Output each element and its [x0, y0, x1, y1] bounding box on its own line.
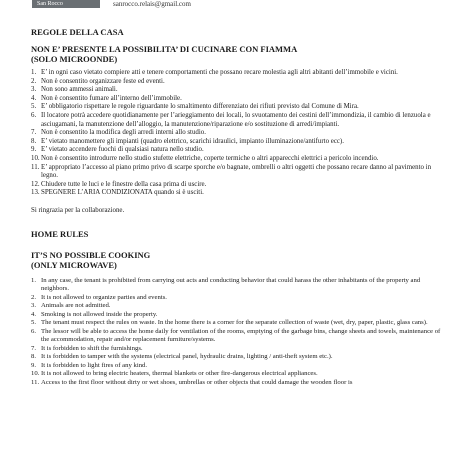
list-item: It is forbidden to light fires of any kind. [41, 361, 148, 369]
document-body [31, 27, 443, 387]
cooking-notice-en-line2: (ONLY MICROWAVE) [31, 259, 117, 270]
list-item: E’ vietato manomettere gli impianti (quadro elettrico, scarichi idraulici, impianto illuminazione/antifurto ecc). [41, 137, 344, 145]
list-item: The tenant must respect the rules on waste. In the home there is a corner for the separate collection of waste (wet, dry, paper, plastic, glass cans). [41, 319, 428, 327]
list-item: Non è consentito introdurre nello studio stufette elettriche, coperte termiche o altri apparecchi elettrici a pericolo incendio. [41, 154, 379, 162]
list-item: Animals are not admitted. [41, 302, 111, 310]
rules-title-en: HOME RULES [31, 228, 89, 239]
list-item: Non sono ammessi animali. [41, 86, 118, 94]
list-item: E’ vietato accendere fuochi di qualsiasi natura nello studio. [41, 146, 204, 154]
list-item: Chiudere tutte le luci e le finestre della casa prima di uscire. [41, 180, 207, 188]
list-item: SPEGNERE L’ARIA CONDIZIONATA quando si è usciti. [41, 189, 204, 197]
list-item: In any case, the tenant is prohibited from carrying out acts and conducting behavior that could harass the other inhabitants of the property and neighbors. [41, 276, 421, 293]
list-item: E’ in ogni caso vietato compiere atti e tenere comportamenti che possano recare molestia agli altri abitanti dell’immobile e vicini. [41, 69, 398, 76]
list-item: It is not allowed to organize parties and events. [41, 293, 167, 301]
list-item: Non è consentito organizzare feste ed eventi. [41, 77, 165, 85]
list-item: Access to the first floor without dirty or wet shoes, umbrellas or other objects that could damage the wooden floor is [41, 378, 353, 386]
cooking-notice-it-line2: (SOLO MICROONDE) [31, 54, 118, 64]
list-item: Il locatore potrà accedere quotidianamente per l’arieggiamento dei locali, lo svuotamento dei cestini dell’immondizia, il cambio di lenzuola e asciugamani, la manutenzione dell’alloggio, la manutenzione/riparazione e/o sostituzione di arredi/impianti. [41, 111, 431, 128]
rules-title-it: REGOLE DELLA CASA [31, 27, 124, 37]
rules-list-en [31, 277, 443, 388]
cooking-notice-it-line1: NON E’ PRESENTE LA POSSIBILITA’ DI CUCINARE CON FIAMMA [31, 44, 298, 54]
list-item: It is not allowed to bring electric heaters, thermal blankets or other fire-dangerous electrical appliances. [41, 370, 318, 378]
list-item: The lessor will be able to access the home daily for ventilation of the rooms, emptying of the garbage bins, change sheets and towels, maintenance of the accommodation, repair and/or replacement furniture/systems. [41, 327, 441, 344]
cooking-notice-en-line1: IT’S NO POSSIBLE COOKING [31, 249, 151, 260]
rules-list-it [31, 69, 443, 198]
brand-badge: San Rocco [32, 0, 100, 8]
list-item: E’ obbligatorio rispettare le regole riguardante lo smaltimento differenziato dei rifiuti previsto dal Comune di Mira. [41, 103, 359, 111]
list-item: It is forbidden to shift the furnishings. [41, 344, 143, 352]
contact-email[interactable]: sanrocco.relais@gmail.com [113, 0, 191, 8]
list-item: Non è consentito fumare all’interno dell’immobile. [41, 94, 182, 102]
list-item: Smoking is not allowed inside the property. [41, 310, 158, 318]
list-item: Non è consentito la modifica degli arredi interni allo studio. [41, 129, 206, 137]
list-item: E’ appropriato l’accesso al piano primo privo di scarpe sporche e/o bagnate, ombrelli o altri oggetti che possano recare danno al pavimento in legno. [41, 163, 432, 180]
thanks-note: Si ringrazia per la collaborazione. [31, 206, 125, 214]
list-item: It is forbidden to tamper with the systems (electrical panel, hydraulic drains, lighting / anti-theft system etc.). [41, 353, 333, 361]
